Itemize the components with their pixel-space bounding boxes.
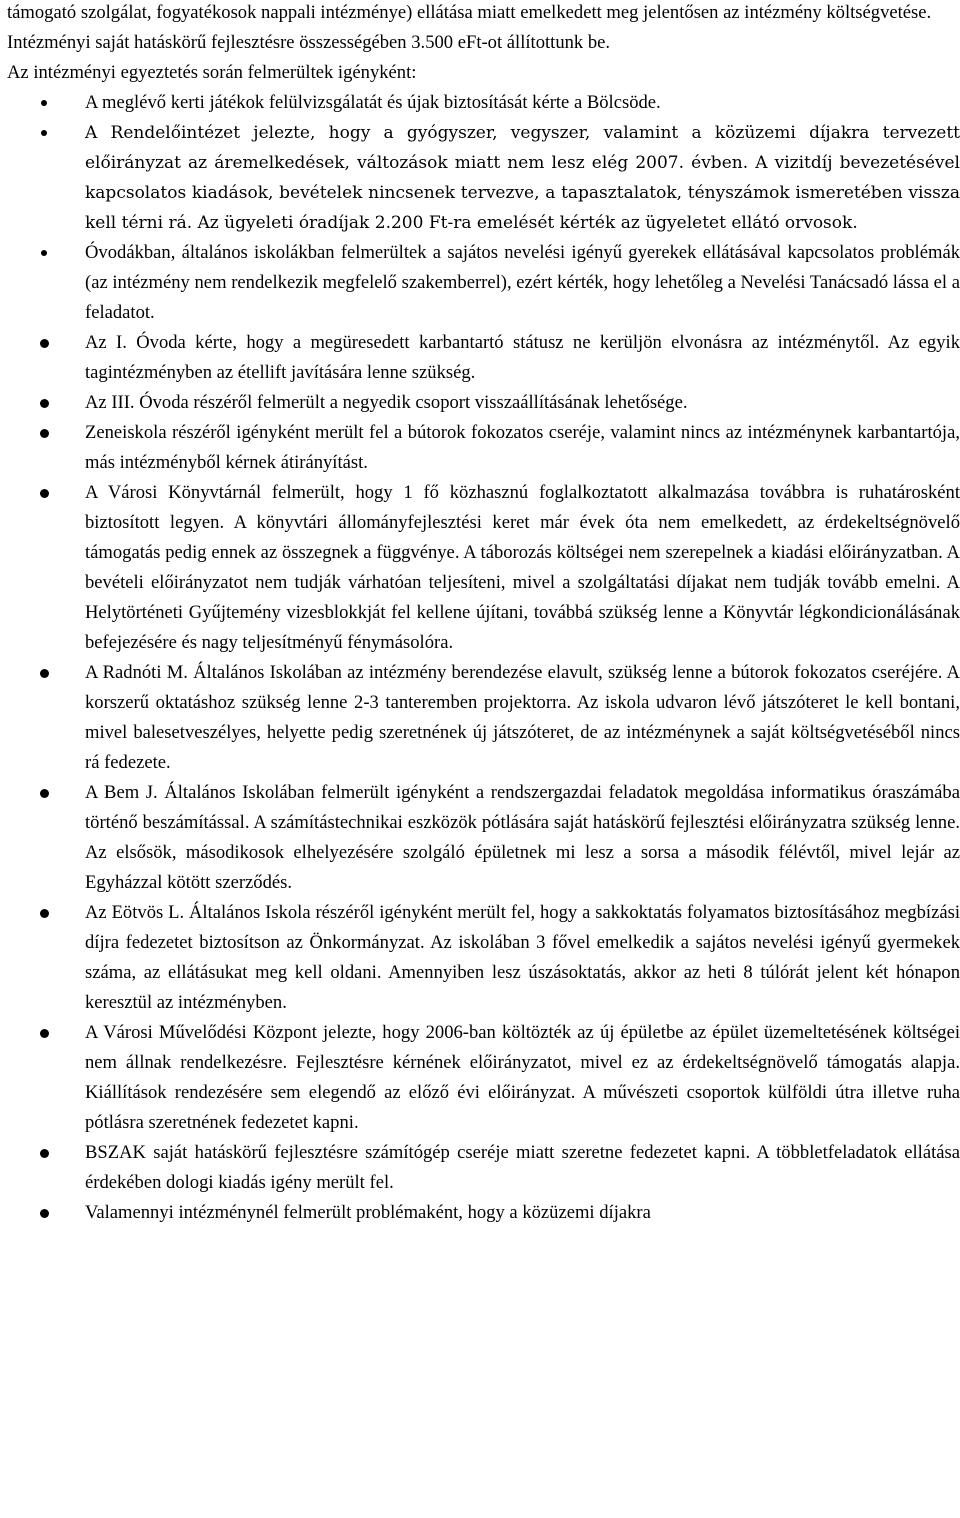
bullet-icon (41, 100, 47, 106)
list-item-text: Az Eötvös L. Általános Iskola részéről igényként merült fel, hogy a sakkoktatás folyamatos biztosításához megbízási díjra fedezetet biztosítson az Önkormányzat. Az iskolában 3 fővel emelkedik a sajátos nevelési igényű gyermekek száma, az ellátásukat meg kell oldani. Amennyiben lesz úszásoktatás, akkor az heti 8 túlórát jelent két hónapon keresztül az intézményben. (85, 902, 960, 1013)
document-body (7, 0, 960, 1228)
list-item-text: A meglévő kerti játékok felülvizsgálatát és újak biztosítását kérte a Bölcsöde. (85, 92, 661, 113)
list-item-text: A Városi Könyvtárnál felmerült, hogy 1 fő közhasznú foglalkoztatott alkalmazása továbbra is ruhatárosként biztosított legyen. A könyvtári állományfejlesztési keret már évek óta nem emelkedett, az érdekeltségnövelő támogatás pedig ennek az összegnek a függvénye. A táborozás költségei nem szerepelnek a kiadási előirányzatban. A bevételi előirányzatot nem tudják várhatóan teljesíteni, mivel a szolgáltatási díjakat nem tudják tovább emelni. A Helytörténeti Gyűjtemény vizesblokkját fel kellene újítani, továbbá szükség lenne a Könyvtár légkondicionálásának befejezésére és nagy teljesítményű fénymásolóra. (85, 482, 960, 653)
list-item-text: A Városi Művelődési Központ jelezte, hogy 2006-ban költözték az új épületbe az épület üzemeltetésének költségei nem állnak rendelkezésre. Fejlesztésre kérnének előirányzatot, mivel ez az érdekeltségnövelő támogatás alapja. Kiállítások rendezésére sem elegendő az előző évi előirányzat. A művészeti csoportok külföldi útra illetve ruha pótlásra szeretnének fedezetet kapni. (85, 1022, 960, 1133)
list-item-i-ovoda (7, 328, 960, 388)
list-item-text: A Bem J. Általános Iskolában felmerült igényként a rendszergazdai feladatok megoldása informatikus óraszámába történő beszámítással. A számítástechnikai eszközök pótlására saját hatáskörű fejlesztési előirányzatra szükség lenne. Az elsősök, másodikosok elhelyezésére szolgáló épületnek mi lesz a sorsa a második félévtől, mivel lejár az Egyházzal kötött szerződés. (85, 782, 960, 893)
bullet-icon (40, 789, 49, 798)
list-item-text: A Rendelőintézet jelezte, hogy a gyógyszer, vegyszer, valamint a közüzemi díjakra tervezett előirányzat az áremelkedések, változások miatt nem lesz elég 2007. évben. A vizitdíj bevezetésével kapcsolatos kiadások, bevételek nincsenek tervezve, a tapasztalatok, tényszámok ismeretében vissza kell térni rá. Az ügyeleti óradíjak 2.200 Ft-ra emelését kérték az ügyeletet ellátó orvosok. (85, 123, 960, 233)
list-item-text: Valamennyi intézménynél felmerült problémaként, hogy a közüzemi díjakra (85, 1202, 651, 1223)
list-item-text: Zeneiskola részéről igényként merült fel a bútorok fokozatos cseréje, valamint nincs az intézménynek karbantartója, más intézményből kérnek átirányítást. (85, 422, 960, 473)
intro-paragraph-continuation: támogató szolgálat, fogyatékosok nappali intézménye) ellátása miatt emelkedett meg jelentősen az intézmény költségvetése. (7, 2, 932, 23)
intro-paragraph-needs: Az intézményi egyeztetés során felmerültek igényként: (7, 62, 417, 83)
list-item-text: BSZAK saját hatáskörű fejlesztésre számítógép cseréje miatt szeretne fedezetet kapni. A többletfeladatok ellátása érdekében dologi kiadás igény merült fel. (85, 1142, 960, 1193)
list-item-bem-iskola (7, 778, 960, 898)
list-item-eotvos-iskola (7, 898, 960, 1018)
list-item-text: Az I. Óvoda kérte, hogy a megüresedett karbantartó státusz ne kerüljön elvonásra az intézménytől. Az egyik tagintézményben az étellift javítására lenne szükség. (85, 332, 960, 383)
bullet-icon (40, 429, 49, 438)
bullet-icon (40, 1149, 49, 1158)
list-item-bolcsode (7, 88, 960, 118)
intro-paragraph-budget: Intézményi saját hatáskörű fejlesztésre összességében 3.500 eFt-ot állítottunk be. (7, 32, 611, 53)
needs-list (7, 88, 960, 1228)
bullet-icon (40, 399, 49, 408)
list-item-text: A Radnóti M. Általános Iskolában az intézmény berendezése elavult, szükség lenne a bútorok fokozatos cseréjére. A korszerű oktatáshoz szükség lenne 2-3 tanteremben projektorra. Az iskola udvaron lévő játszóteret le kell bontani, mivel balesetveszélyes, helyette pedig szeretnének új játszóteret, de az intézménynek a saját költségvetéséből nincs rá fedezete. (85, 662, 960, 773)
list-item-text: Óvodákban, általános iskolákban felmerültek a sajátos nevelési igényű gyerekek ellátásával kapcsolatos problémák (az intézmény nem rendelkezik megfelelő szakemberrel), ezért kérték, hogy lehetőleg a Nevelési Tanácsadó lássa el a feladatot. (85, 242, 960, 323)
bullet-icon (40, 1029, 49, 1038)
list-item-kozuzemi-dijak (7, 1198, 960, 1228)
list-item-ovodak-iskolak (7, 238, 960, 328)
list-item-zeneiskola (7, 418, 960, 478)
list-item-text: Az III. Óvoda részéről felmerült a negyedik csoport visszaállításának lehetősége. (85, 392, 688, 413)
list-item-bszak (7, 1138, 960, 1198)
bullet-icon (40, 909, 49, 918)
bullet-icon (40, 1209, 49, 1218)
bullet-icon (40, 339, 49, 348)
list-item-radnoti-iskola (7, 658, 960, 778)
list-item-rendelointezet (7, 118, 960, 238)
bullet-icon (41, 250, 47, 256)
list-item-varosi-konyvtar (7, 478, 960, 658)
bullet-icon (40, 669, 49, 678)
list-item-iii-ovoda (7, 388, 960, 418)
bullet-icon (41, 130, 47, 136)
bullet-icon (40, 489, 49, 498)
list-item-muvelodesi-kozpont (7, 1018, 960, 1138)
